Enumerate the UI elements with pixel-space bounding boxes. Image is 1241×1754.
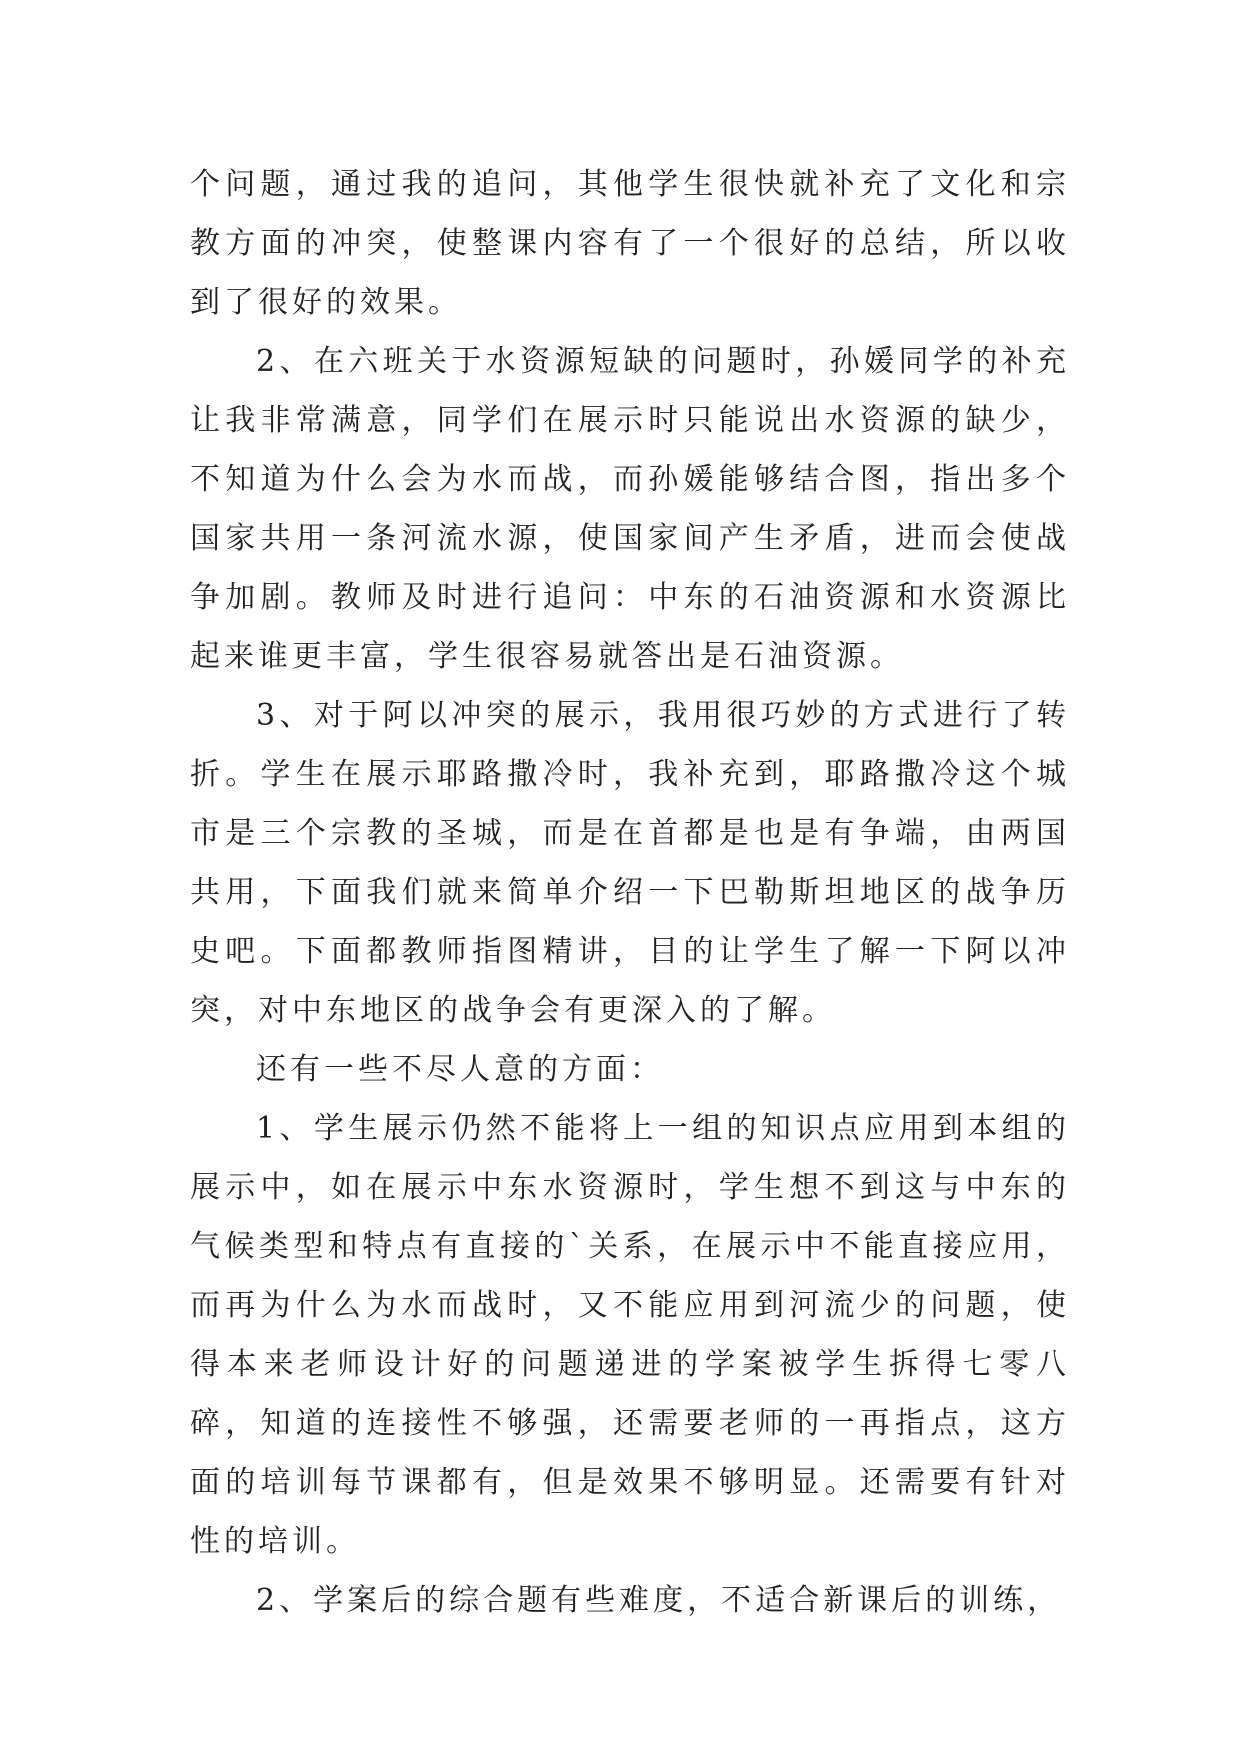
document-body bbox=[190, 155, 1070, 1630]
paragraph-continuation: 个问题，通过我的追问，其他学生很快就补充了文化和宗教方面的冲突，使整课内容有了一个很好的总结，所以收到了很好的效果。 bbox=[190, 167, 1070, 320]
paragraph-shortcoming-1: 1、学生展示仍然不能将上一组的知识点应用到本组的展示中，如在展示中东水资源时，学生想不到这与中东的气候类型和特点有直接的`关系，在展示中不能直接应用，而再为什么为水而战时，又不能应用到河流少的问题，使得本来老师设计好的问题递进的学案被学生拆得七零八碎，知道的连接性不够强，还需要老师的一再指点，这方面的培训每节课都有，但是效果不够明显。还需要有针对性的培训。 bbox=[190, 1111, 1070, 1559]
paragraph-point-3-conflict: 3、对于阿以冲突的展示，我用很巧妙的方式进行了转折。学生在展示耶路撒冷时，我补充到，耶路撒冷这个城市是三个宗教的圣城，而是在首都是也是有争端，由两国共用，下面我们就来简单介绍一下巴勒斯坦地区的战争历史吧。下面都教师指图精讲，目的让学生了解一下阿以冲突，对中东地区的战争会有更深入的了解。 bbox=[190, 698, 1070, 1028]
paragraph-shortcomings-heading: 还有一些不尽人意的方面： bbox=[256, 1052, 664, 1087]
paragraph-shortcoming-2: 2、学案后的综合题有些难度，不适合新课后的训练， bbox=[256, 1583, 1062, 1618]
paragraph-point-2-water: 2、在六班关于水资源短缺的问题时，孙媛同学的补充让我非常满意，同学们在展示时只能说出水资源的缺少，不知道为什么会为水而战，而孙媛能够结合图，指出多个国家共用一条河流水源，使国家间产生矛盾，进而会使战争加剧。教师及时进行追问：中东的石油资源和水资源比起来谁更丰富，学生很容易就答出是石油资源。 bbox=[190, 344, 1070, 674]
